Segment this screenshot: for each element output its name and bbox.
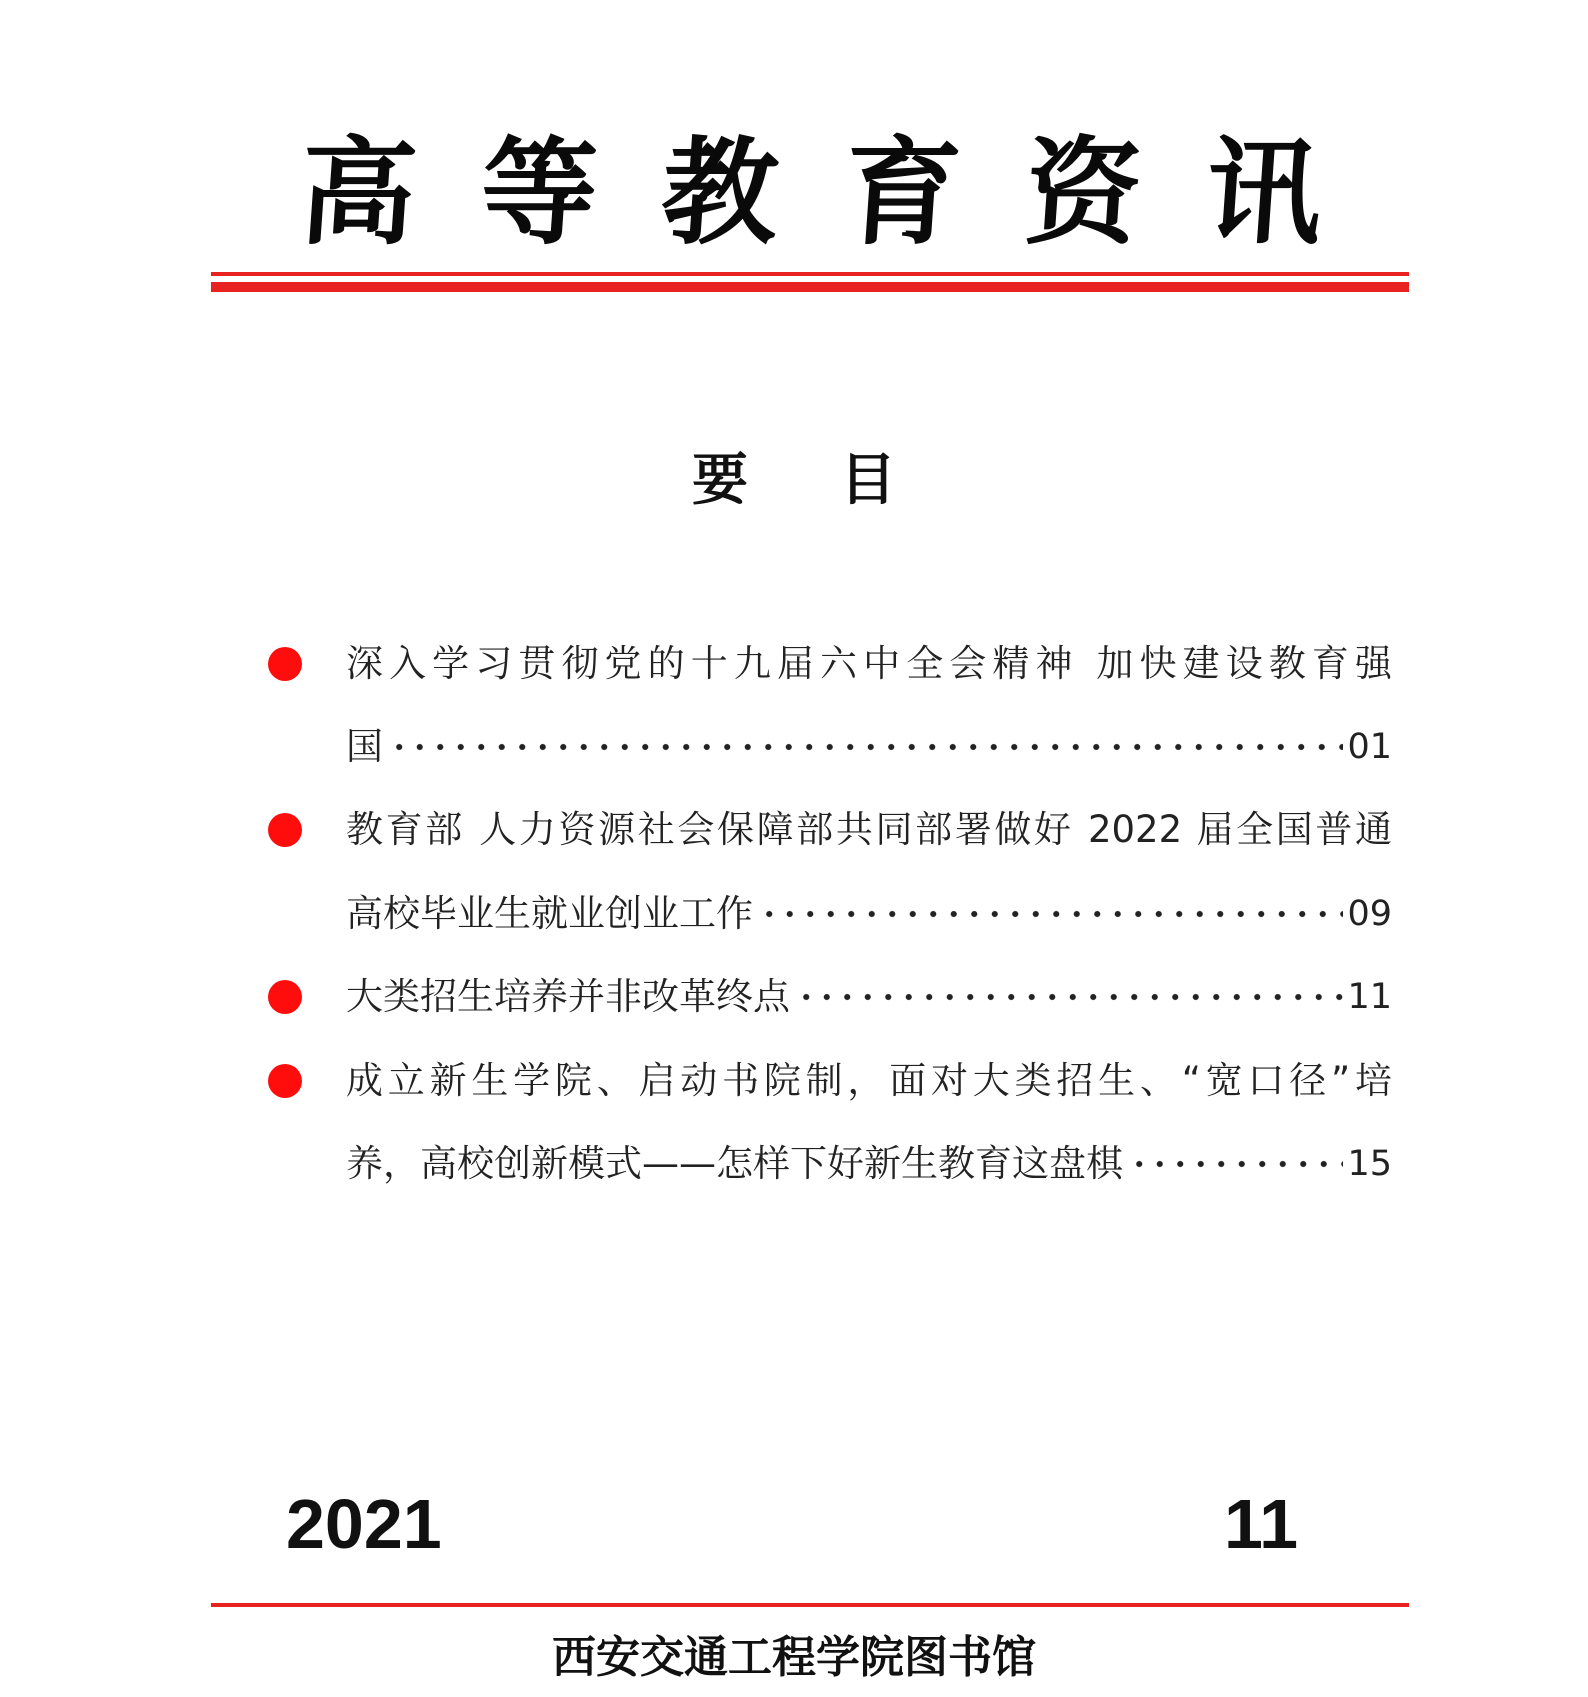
toc-entry-text: 国 bbox=[346, 725, 383, 768]
masthead-char: 育 bbox=[838, 125, 965, 261]
toc-page-number: 01 bbox=[1347, 727, 1392, 767]
toc-entry-text: 养，高校创新模式——怎样下好新生教育这盘棋 bbox=[346, 1142, 1123, 1185]
footer-rule bbox=[211, 1603, 1409, 1607]
toc-entry-continuation[interactable] bbox=[346, 886, 1392, 942]
masthead-char: 等 bbox=[476, 125, 602, 261]
issue-year: 2021 bbox=[286, 1485, 442, 1563]
issue-number: 11 bbox=[1224, 1485, 1298, 1563]
toc-entry-title[interactable]: 深入学习贯彻党的十九届六中全会精神 加快建设教育强 bbox=[346, 642, 1392, 685]
toc-entry-title[interactable]: 教育部 人力资源社会保障部共同部署做好 2022 届全国普通 bbox=[346, 808, 1392, 851]
toc-bullet bbox=[268, 980, 302, 1014]
toc-entry-text: 高校毕业生就业创业工作 bbox=[346, 892, 753, 935]
toc-heading-char: 目 bbox=[840, 447, 896, 513]
masthead-rule-thick bbox=[211, 282, 1409, 292]
dot-leader bbox=[796, 969, 1343, 1025]
toc-heading-char: 要 bbox=[692, 447, 748, 513]
masthead-char: 讯 bbox=[1201, 125, 1327, 261]
toc-page-number: 11 bbox=[1347, 977, 1392, 1017]
masthead-char: 教 bbox=[657, 125, 784, 261]
toc-entry-title[interactable]: 成立新生学院、启动书院制，面对大类招生、“宽口径”培 bbox=[346, 1059, 1392, 1102]
toc-entry-text: 大类招生培养并非改革终点 bbox=[346, 975, 790, 1018]
toc-heading bbox=[0, 445, 1588, 515]
toc-bullet bbox=[268, 647, 302, 681]
publisher-name: 西安交通工程学院图书馆 bbox=[552, 1632, 1036, 1683]
toc-entry-continuation[interactable] bbox=[346, 1136, 1392, 1192]
masthead-char: 资 bbox=[1019, 125, 1146, 261]
toc-bullet bbox=[268, 1064, 302, 1098]
dot-leader bbox=[759, 886, 1343, 942]
toc-bullet bbox=[268, 813, 302, 847]
masthead-rule-thin bbox=[211, 272, 1409, 276]
dot-leader bbox=[1129, 1136, 1343, 1192]
toc-entry-continuation[interactable] bbox=[346, 719, 1392, 775]
masthead-title bbox=[295, 125, 1327, 261]
toc-page-number: 09 bbox=[1347, 894, 1392, 934]
dot-leader bbox=[389, 719, 1343, 775]
masthead-char: 高 bbox=[295, 125, 421, 261]
toc-entry-title[interactable] bbox=[346, 969, 1392, 1025]
toc-page-number: 15 bbox=[1347, 1144, 1392, 1184]
